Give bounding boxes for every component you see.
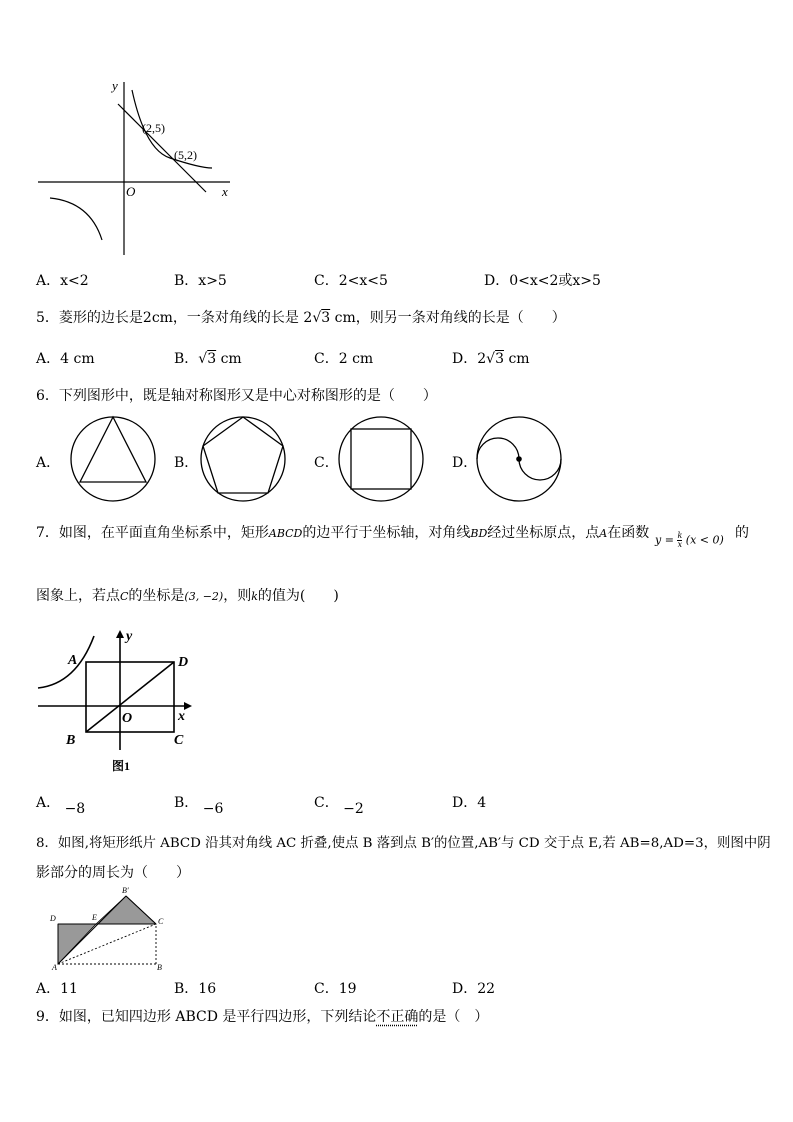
q5-option-a-text: 4 cm — [60, 351, 95, 367]
q7-line2-c: ，则 — [223, 588, 252, 604]
q7-func-fraction — [677, 532, 682, 549]
q8-option-d-letter: D． — [452, 981, 478, 997]
q7-line2-a: 图象上，若点 — [36, 588, 120, 604]
q7-stem-c: 经过坐标原点，点 — [487, 525, 600, 541]
q7-line2-b: 的坐标是 — [128, 588, 185, 604]
q4-graph — [30, 80, 250, 260]
q8-option-d[interactable] — [452, 978, 495, 998]
q4-option-a-letter: A． — [36, 273, 61, 289]
q5-option-c-letter: C． — [314, 351, 339, 367]
q5-option-b-letter: B． — [174, 351, 199, 367]
q8-option-a-letter: A． — [36, 981, 61, 997]
q7-func-cond: (x < 0) — [685, 533, 724, 547]
q7-label-a: A — [68, 653, 78, 668]
q8-label-e: E — [92, 913, 97, 922]
q5-option-c-text: 2 cm — [338, 351, 374, 367]
q7-figure — [36, 626, 206, 776]
q6-c-square — [351, 429, 411, 489]
q9-stem — [36, 1006, 488, 1026]
q6-option-c-figure[interactable] — [336, 414, 426, 504]
q7-label-y: y — [126, 629, 133, 644]
q9-stem-b: 的是（ ） — [418, 1009, 489, 1025]
q8-shaded-right — [96, 896, 156, 924]
q7-func-lhs: y = — [655, 533, 674, 547]
q6-a-circle — [71, 417, 155, 501]
q8-option-c-letter: C． — [314, 981, 339, 997]
q7-coord: (3, −2) — [184, 590, 224, 603]
q8-option-a-text: 11 — [60, 981, 78, 997]
q7-option-a[interactable] — [36, 792, 86, 817]
q6-a-triangle — [80, 417, 146, 482]
q7-option-d-letter: D． — [452, 795, 478, 811]
q7-label-c: C — [174, 733, 184, 748]
q7-option-b-letter: B． — [174, 795, 199, 811]
q7-label-x: x — [178, 709, 185, 724]
q8-option-b-text: 16 — [198, 981, 217, 997]
q4-point2-label: (5,2) — [174, 148, 197, 162]
q4-option-d-letter: D． — [484, 273, 510, 289]
q8-option-a[interactable] — [36, 978, 78, 998]
q9-emphasis: 不正确 — [376, 1009, 419, 1025]
q4-option-d[interactable] — [484, 270, 601, 290]
q6-option-b-letter[interactable]: B． — [174, 455, 199, 471]
q5-stem — [36, 307, 566, 327]
q6-option-a-letter[interactable]: A． — [36, 455, 61, 471]
q8-label-c: C — [158, 917, 164, 926]
q7-option-b[interactable] — [174, 792, 224, 817]
q8-option-c[interactable] — [314, 978, 357, 998]
q7-line2-d: 的值为( ) — [257, 588, 339, 604]
q7-option-d[interactable] — [452, 792, 486, 812]
q7-option-d-text: 4 — [477, 795, 487, 811]
q7-stem-line1 — [36, 522, 649, 542]
q6-option-c-letter[interactable]: C． — [314, 455, 339, 471]
q5-option-d-coef: 2 — [477, 351, 487, 367]
q6-d-center-dot — [516, 456, 522, 462]
q7-bd: BD — [470, 527, 488, 540]
q7-label-d: D — [178, 655, 189, 670]
q7-function — [655, 532, 724, 549]
q7-option-c[interactable] — [314, 792, 364, 817]
q9-stem-a: 9．如图，已知四边形 ABCD 是平行四边形，下列结论 — [36, 1009, 377, 1025]
q7-x-arrow — [184, 702, 192, 710]
q7-option-c-text: −2 — [343, 801, 364, 817]
q7-caption: 图1 — [112, 759, 131, 773]
q5-sqrt-sign: √ — [312, 310, 322, 326]
q7-label-o: O — [122, 711, 133, 726]
q5-option-d-sqrt: √ — [486, 351, 496, 367]
q4-option-b-letter: B． — [174, 273, 199, 289]
q5-option-d[interactable] — [452, 348, 530, 368]
q7-y-arrow — [116, 630, 124, 638]
q5-suffix: cm，则另一条对角线的长是（ ） — [334, 310, 566, 326]
q4-option-a-text: x<2 — [60, 273, 89, 289]
q4-y-label: y — [112, 78, 118, 93]
q5-option-c[interactable] — [314, 348, 373, 368]
q8-option-b[interactable] — [174, 978, 216, 998]
q5-option-d-unit: cm — [508, 351, 530, 367]
q7-option-a-letter: A． — [36, 795, 61, 811]
q7-func-num: k — [677, 531, 683, 540]
q5-option-b[interactable] — [174, 348, 242, 368]
q7-k: k — [251, 590, 258, 603]
q8-figure — [44, 886, 174, 970]
q7-stem-b: 的边平行于坐标轴，对角线 — [302, 525, 471, 541]
q4-option-b-text: x>5 — [198, 273, 227, 289]
q7-option-a-text: −8 — [64, 801, 86, 817]
q7-stem-e: 的 — [735, 525, 749, 541]
q4-option-c[interactable] — [314, 270, 388, 290]
q5-option-b-radicand: 3 — [207, 351, 217, 367]
q6-option-b-figure[interactable] — [198, 414, 288, 504]
q4-option-a[interactable] — [36, 270, 89, 290]
q8-option-b-letter: B． — [174, 981, 199, 997]
q5-option-a[interactable] — [36, 348, 95, 368]
q6-option-d-letter[interactable]: D． — [452, 455, 478, 471]
q8-label-b: B — [157, 963, 162, 972]
q8-label-a: A — [52, 963, 57, 972]
q5-option-d-radicand: 3 — [495, 351, 504, 367]
q7-stem-d: 在函数 — [607, 525, 650, 541]
q4-point1-label: (2,5) — [142, 121, 165, 135]
q6-option-d-figure[interactable] — [474, 414, 564, 504]
q7-c: C — [120, 590, 129, 603]
q7-stem-line2 — [36, 585, 339, 605]
q7-func-den: x — [677, 540, 683, 549]
q5-option-a-letter: A． — [36, 351, 61, 367]
q8-label-b-prime: B′ — [122, 886, 129, 895]
q4-option-c-text: 2<x<5 — [338, 273, 388, 289]
q8-option-d-text: 22 — [477, 981, 496, 997]
q4-option-d-text: 0<x<2或x>5 — [509, 273, 601, 289]
q5-option-d-letter: D． — [452, 351, 478, 367]
q7-label-b: B — [66, 733, 76, 748]
q5-radicand: 3 — [321, 310, 331, 326]
q7-option-c-letter: C． — [314, 795, 339, 811]
q7-a: A — [599, 527, 608, 540]
q4-x-label: x — [222, 184, 228, 199]
q8-stem-line1: 8．如图,将矩形纸片 ABCD 沿其对角线 AC 折叠,使点 B 落到点 B′的位置,AB′与 CD 交于点 E,若 AB=8,AD=3，则图中阴 — [36, 836, 771, 851]
q5-option-b-unit: cm — [220, 351, 242, 367]
q5-option-b-sqrt: √ — [198, 351, 208, 367]
q6-b-circle — [201, 417, 285, 501]
q7-stem-a: 7．如图，在平面直角坐标系中，矩形 — [36, 525, 269, 541]
q4-origin-label: O — [126, 184, 136, 199]
q5-prefix: 5．菱形的边长是2cm，一条对角线的长是 — [36, 310, 299, 326]
q8-label-d: D — [50, 914, 56, 923]
q4-hyperbola-branch-3 — [50, 198, 102, 240]
q4-option-c-letter: C． — [314, 273, 339, 289]
q8-stem-line2: 影部分的周长为（ ） — [36, 865, 190, 881]
q7-option-b-text: −6 — [202, 801, 224, 817]
q4-option-b[interactable] — [174, 270, 227, 290]
q6-option-a-figure[interactable] — [68, 414, 158, 504]
q6-stem: 6．下列图形中，既是轴对称图形又是中心对称图形的是（ ） — [36, 388, 437, 404]
q7-abcd: ABCD — [268, 527, 303, 540]
q8-option-c-text: 19 — [338, 981, 357, 997]
q5-coef: 2 — [303, 310, 313, 326]
